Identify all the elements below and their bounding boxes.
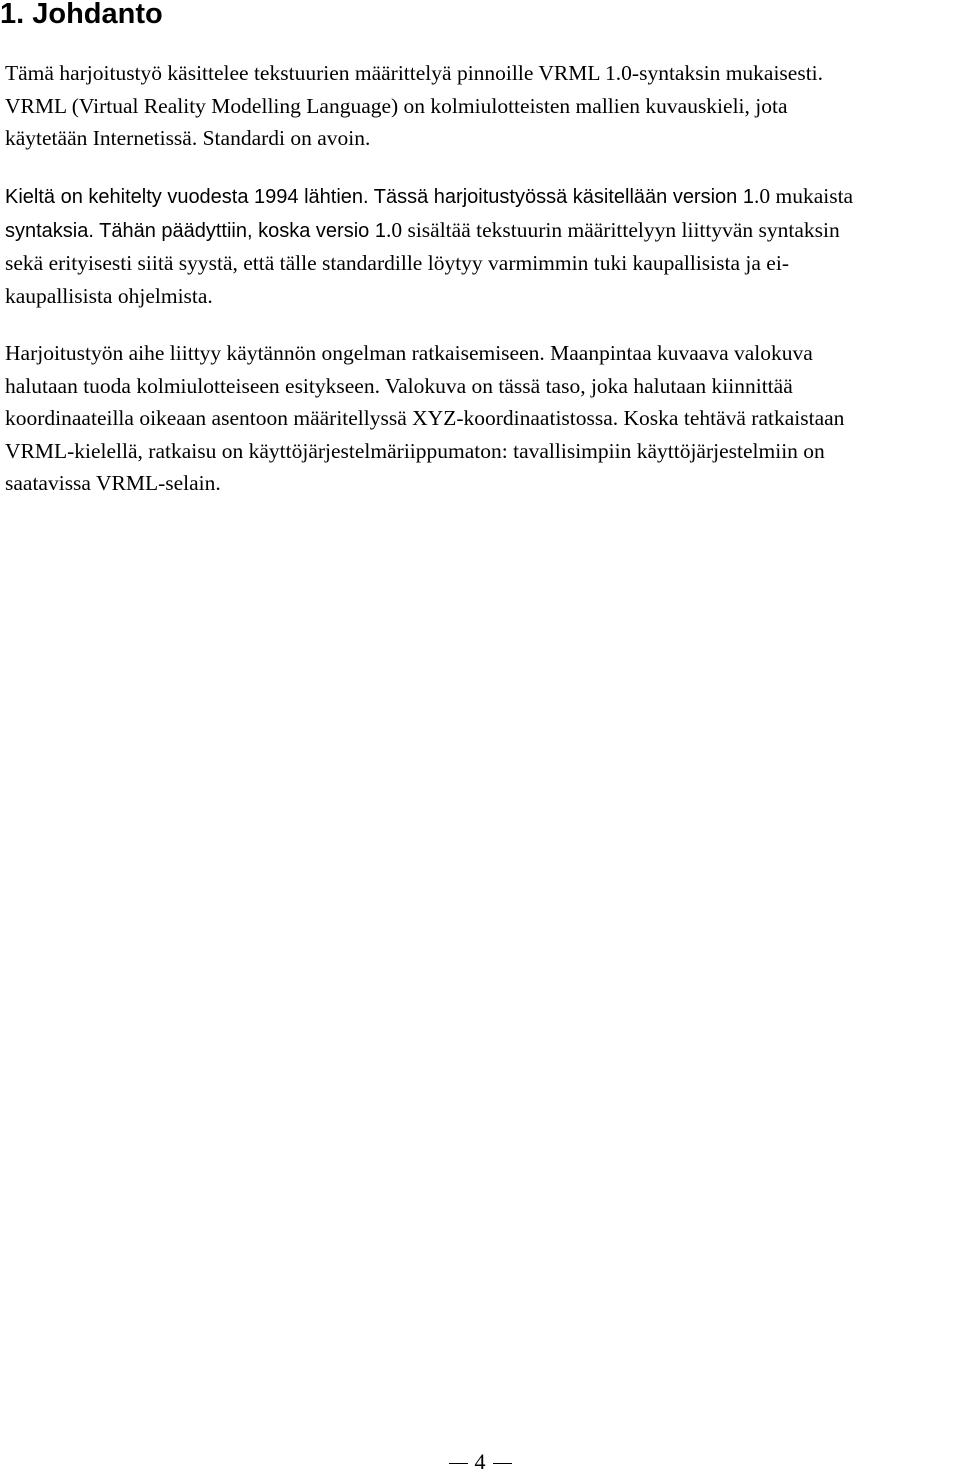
- dash-right-icon: [493, 1463, 512, 1464]
- paragraph-line: Tämä harjoitustyö käsittelee tekstuurien määrittelyä pinnoille VRML 1.0-syntaksin mukaisesti.: [5, 61, 824, 85]
- paragraph-line: [5, 214, 960, 248]
- sans-text: syntaksia. Tähän päädyttiin, koska versio 1: [5, 219, 386, 242]
- paragraph-line: kaupallisista ohjelmista.: [5, 283, 213, 308]
- dash-left-icon: [449, 1463, 468, 1464]
- serif-text: .0 mukaista: [753, 184, 854, 208]
- paragraph-line: koordinaateilla oikeaan asentoon määritellyssä XYZ-koordinaatistossa. Koska tehtävä ratkaistaan: [5, 406, 845, 430]
- sans-text: Kieltä on kehitelty vuodesta 1994 lähtien. Tässä harjoitustyössä käsitellään version 1: [5, 186, 754, 208]
- serif-text: .0 sisältää tekstuurin määrittelyyn liittyvän syntaksin: [385, 217, 840, 242]
- paragraph-intro: [5, 57, 960, 155]
- paragraph-line: VRML-kielellä, ratkaisu on käyttöjärjestelmäriippumaton: tavallisimpiin käyttöjärjestelmiin on: [5, 438, 825, 463]
- paragraph-topic: [5, 337, 960, 500]
- paragraph-line: [5, 180, 960, 214]
- section-heading: 1. Johdanto: [0, 0, 163, 30]
- paragraph-line: VRML (Virtual Reality Modelling Language) on kolmiulotteisten mallien kuvauskieli, jota: [5, 93, 788, 118]
- page-footer: [0, 1449, 960, 1475]
- paragraph-history: [5, 180, 960, 312]
- paragraph-line: halutaan tuoda kolmiulotteiseen esitykseen. Valokuva on tässä taso, joka halutaan kiinnittää: [5, 373, 793, 398]
- paragraph-line: saatavissa VRML-selain.: [5, 471, 221, 495]
- page-number: 4: [474, 1449, 486, 1474]
- paragraph-line: Harjoitustyön aihe liittyy käytännön ongelman ratkaisemiseen. Maanpintaa kuvaava valokuva: [5, 341, 813, 365]
- paragraph-line: käytetään Internetissä. Standardi on avoin.: [5, 126, 371, 150]
- paragraph-line: sekä erityisesti siitä syystä, että tälle standardille löytyy varmimmin tuki kaupallisista ja ei-: [5, 251, 789, 275]
